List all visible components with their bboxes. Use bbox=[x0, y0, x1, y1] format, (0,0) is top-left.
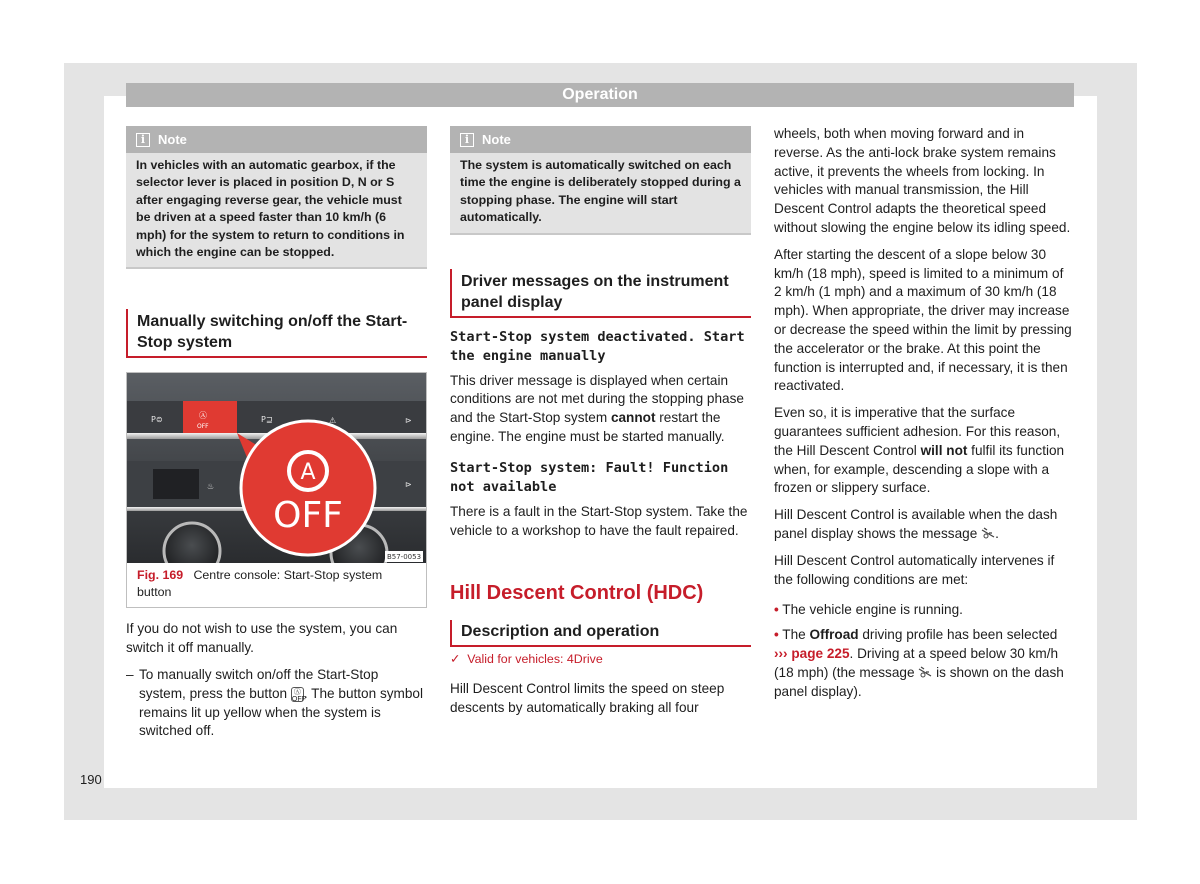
figure-caption bbox=[127, 563, 426, 607]
note-box bbox=[126, 126, 427, 269]
centre-console-photo bbox=[127, 373, 426, 563]
svg-text:⊳: ⊳ bbox=[405, 416, 412, 426]
paragraph: If you do not wish to use the system, you can switch it off manually. bbox=[126, 621, 398, 656]
subsection-title: Description and operation bbox=[450, 620, 751, 647]
figure bbox=[126, 372, 427, 608]
figure-caption-text: Centre console: Start-Stop system button bbox=[137, 568, 383, 600]
note-body: In vehicles with an automatic gearbox, if the selector lever is placed in position D, N or S after engaging reverse gear, the vehicle must be driven at a speed faster than 10 km/h (6 mph) for the system to return to conditions in which the engine can be stopped. bbox=[136, 158, 405, 260]
page-reference-link[interactable]: ››› page 225 bbox=[774, 645, 850, 661]
svg-text:A: A bbox=[300, 460, 316, 486]
check-icon: ✓ bbox=[450, 652, 461, 667]
note-title: Note bbox=[158, 131, 187, 147]
bullet-mark: • bbox=[774, 602, 779, 618]
note-header bbox=[126, 126, 427, 153]
step-item bbox=[126, 666, 427, 741]
paragraph: There is a fault in the Start-Stop system. Take the vehicle to a workshop to have the fault repaired. bbox=[450, 503, 748, 538]
paragraph: wheels, both when moving forward and in reverse. As the anti-lock brake system remains active, it prevents the wheels from locking. In vehicles with manual transmission, the Hill Descent Control adapts the theoretical speed without slowing the engine below its idling speed. bbox=[774, 126, 1071, 235]
svg-text:⊳: ⊳ bbox=[405, 480, 412, 490]
step-text-1: To manually switch on/off the Start-Stop system, press the button bbox=[139, 667, 379, 701]
hill-descent-icon bbox=[981, 527, 995, 539]
svg-text:♨: ♨ bbox=[207, 482, 215, 492]
page-header: Operation bbox=[126, 83, 1074, 107]
hill-descent-icon bbox=[918, 666, 932, 678]
start-stop-button-icon: Ⓐ OFF bbox=[291, 688, 306, 703]
paragraph: Even so, it is imperative that the surface guarantees sufficient adhesion. For this reason, the Hill Descent Control will not fulfil its function when, for example, descending a slope with a frozen or slippery surface. bbox=[774, 405, 1065, 496]
svg-text:P⊒: P⊒ bbox=[261, 415, 273, 425]
svg-text:P⊜: P⊜ bbox=[151, 415, 163, 425]
svg-text:OFF: OFF bbox=[197, 423, 209, 431]
column-3 bbox=[774, 126, 1074, 701]
column-1 bbox=[126, 126, 427, 741]
svg-text:⚠: ⚠ bbox=[329, 416, 337, 426]
note-box bbox=[450, 126, 751, 235]
section-title: Manually switching on/off the Start-Stop system bbox=[126, 309, 427, 358]
photo-code: B57-0053 bbox=[386, 553, 422, 562]
step-dash: – bbox=[126, 667, 134, 683]
bullet-item: • The vehicle engine is running. bbox=[774, 602, 963, 618]
svg-text:Ⓐ: Ⓐ bbox=[199, 411, 207, 421]
note-title: Note bbox=[482, 131, 511, 147]
section-title: Driver messages on the instrument panel display bbox=[450, 269, 751, 318]
validity-note: ✓ Valid for vehicles: 4Drive bbox=[450, 652, 603, 667]
paragraph: After starting the descent of a slope below 30 km/h (18 mph), speed is limited to a minimum of 2 km/h (1 mph) and a maximum of 30 km/h (18 mph). When appropriate, the driver may increase or decrease the speed within the limit by pressing the accelerator or the brake. At this point the function is interrupted and, if necessary, it is then reactivated. bbox=[774, 246, 1072, 394]
column-2 bbox=[450, 126, 751, 718]
note-header bbox=[450, 126, 751, 153]
bullet-mark: • bbox=[774, 627, 779, 643]
bullet-item: • The Offroad driving profile has been selected ››› page 225. Driving at a speed below 30 km/h (18 mph) (the message is shown on the dash panel display). bbox=[774, 627, 1064, 699]
paragraph: This driver message is displayed when certain conditions are not met during the stopping phase and the Start-Stop system cannot restart the engine. The engine must be started manually. bbox=[450, 372, 744, 445]
paragraph: Hill Descent Control is available when the dash panel display shows the message . bbox=[774, 507, 1058, 541]
chapter-title: Hill Descent Control (HDC) bbox=[450, 582, 704, 605]
off-button-label: OFF bbox=[273, 495, 343, 537]
note-body: The system is automatically switched on each time the engine is deliberately stopped during a stopping phase. The engine will start automatically. bbox=[460, 158, 741, 225]
paragraph: Hill Descent Control automatically intervenes if the following conditions are met: bbox=[774, 552, 1055, 587]
page-number: 190 bbox=[80, 772, 102, 787]
figure-label: Fig. 169 bbox=[137, 568, 184, 583]
info-icon: i bbox=[460, 133, 474, 147]
paragraph: Hill Descent Control limits the speed on steep descents by automatically braking all four bbox=[450, 681, 725, 716]
message-code: Start-Stop system deactivated. Start the engine manually bbox=[450, 328, 745, 364]
info-icon: i bbox=[136, 133, 150, 147]
step-text-2: . The button symbol remains lit up yellow when the system is switched off. bbox=[139, 685, 424, 739]
message-code: Start-Stop system: Fault! Function not available bbox=[450, 459, 729, 495]
